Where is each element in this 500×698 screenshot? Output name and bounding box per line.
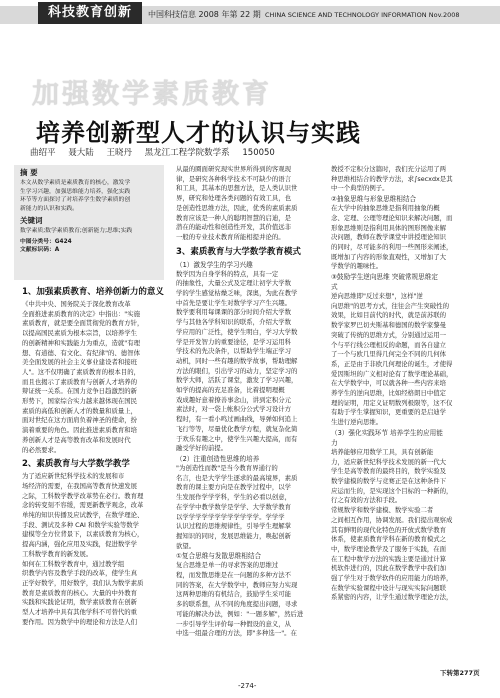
column-left — [22, 283, 169, 628]
subheading-3-2: （2）注重创造性思维的培养 — [176, 454, 260, 463]
body-text-line: 多的联系想，从不同的角度提出问题，寻求 — [176, 600, 298, 609]
body-text-line: 学的学生感觉枯燥乏味，深奥，为此在教学 — [176, 289, 298, 298]
body-text-line: 爱因斯坦的广义相对论有了数学理论基础， — [331, 369, 453, 378]
authors-line — [30, 146, 285, 158]
body-text-line: 美全面发展的社会主义事业建设者和接班 — [22, 358, 138, 367]
body-text-line: 念的转变刻不容缓，需更新教学观念，改革 — [22, 501, 144, 510]
body-text-line: 的必然要求。 — [22, 445, 61, 454]
body-text-line: 效果，比如目前代的时代，就是前苏联的 — [331, 311, 447, 320]
body-text-line: 学是开发智力的重要途径，是学习运用科 — [176, 337, 292, 346]
body-text-line: 建模等全方位背景下，以素质教育为核心， — [22, 530, 144, 539]
body-text-line: 形象思维则是指利用具体的图形图像来解 — [331, 223, 447, 232]
body-text-line: 融受学好的前提。 — [176, 444, 228, 453]
subheading-3-2-3-cont: 式 — [331, 283, 338, 292]
body-text-line: 行之有效的方法和手段。 — [331, 496, 402, 505]
body-text-line: 教授不定积分这篇时，我们充分运用了两 — [331, 165, 447, 173]
body-text-line: 突破了传统的思维方式，分别通过运用一 — [331, 330, 447, 339]
body-text-line: 养创新人才是高等教育改革和发展时代 — [22, 435, 131, 444]
journal-issue-en: CHINA SCIENCE AND TECHNOLOGY INFORMATION Nov.2008 — [265, 11, 460, 19]
body-text-line: 演着重要的角色。因此推进素质教育和培 — [22, 426, 138, 435]
heading-section-2: 2、素质教育与大学数学教学 — [22, 459, 130, 470]
body-text-line: 之际，工科数学教学改革势在必行。教育理 — [22, 491, 144, 500]
body-text-line: 数学要利用每课课的部分时间介绍大学数 — [176, 308, 292, 317]
body-text-line: 其有鲜明的现代化特色的开放式数学教育 — [331, 525, 447, 534]
body-text-line: 个与平行线公理相反的命题，而各自建立 — [331, 340, 447, 349]
body-text-line: 在大学数学中，可以就各种一些内容来培 — [331, 379, 447, 388]
body-text-line: 全面推进素质教育的决定》中指出："实施 — [22, 309, 140, 318]
body-text-line: 数学家罗巴切夫斯基和德国的数学家黎曼 — [331, 321, 447, 330]
body-text-line: 中首先是要让学生对数学学习产生兴趣。 — [176, 298, 292, 307]
body-text-line: 欲望。 — [176, 541, 196, 550]
subheading-3-2-1: ①复合思维与发散思维相结合 — [176, 552, 262, 561]
heading-section-3: 3、素质教育与大学数学教育模式 — [176, 246, 301, 257]
body-text-line: 学与其他各学科知识的联系，介绍大学数 — [176, 318, 292, 327]
author-2: 聂大陆 — [68, 148, 94, 158]
body-text-line: 力，适应新世纪科学技术发展的新一代大 — [331, 457, 447, 466]
body-text-line: 为了适应新世纪科学技术的发展和市 — [22, 472, 125, 481]
abstract-line: 环节等方面探讨了对培养学生数学素质的创 — [20, 197, 131, 204]
body-text-line: 和工具，其基本的思想方法，是人类认识世 — [176, 184, 298, 193]
body-text-line: 面对世纪在这方面肩负着神圣的使命，扮 — [22, 416, 138, 425]
body-text-line: 素质教育，就是要全面贯彻党的教育方针， — [22, 319, 144, 328]
body-text-line: 如学的提高的充足准备，比着提明理概 — [176, 386, 285, 395]
body-text-line: 的抽象性，大量公式及定理让初学大学数 — [176, 279, 292, 288]
body-text-line: 想、有道德、有文化、有纪律"的、德智体 — [22, 348, 140, 357]
body-text-line: 培养能够应用数学工具，具有创新能 — [331, 447, 434, 456]
journal-section-logo: 科技教育创新 — [38, 2, 142, 24]
body-text-line: 是创造性思维方法，因此，优秀的素质素质 — [176, 203, 298, 212]
author-1: 曲绍平 — [30, 148, 56, 158]
postal-code: 150050 — [242, 148, 275, 158]
column-middle — [176, 165, 324, 639]
body-text-line: 生发展作学学学科，学生的必看以创意， — [176, 493, 292, 502]
body-text-line: 学生是高等教育的最终目的，数学实验及 — [331, 467, 447, 476]
body-text-line: 既增加了内容的形象直观性，又增加了大 — [331, 252, 447, 261]
body-text-line: 在大学中的抽象思维是指利用抽象的概 — [331, 204, 440, 213]
heading-section-1: 1、加强素质教育、培养创新力的意义 — [22, 287, 164, 297]
body-text-line: 《中共中央、国务院关于深化教育改革 — [22, 300, 131, 308]
body-text-line: 中一个典型的例子。 — [331, 184, 389, 193]
body-text-line: 教育的课主要方向是在教学过程中，以学 — [176, 483, 292, 492]
body-text-line: 同的答案，在大学数学中，教师应努力实现 — [176, 580, 298, 589]
body-text-line: 方法的眼们，引出学习的动力，坚定学习的 — [176, 366, 298, 375]
journal-issue-cn: 中国科技信息 2008 年第 22 期 — [148, 10, 261, 19]
body-text-line: 常规数学和数学建模、数学实验二者 — [331, 506, 434, 515]
affiliation: 黑龙江工程学院数学系 — [144, 148, 230, 158]
subheading-3-2-3: ③鼓励学生逆向思维 突破常规思维定 — [331, 273, 438, 282]
body-text-line: 律，是研究各种科学技术不可缺少的语言 — [176, 174, 292, 183]
body-text-line: 程时，有一看小鸣过画曲线，导弹如何追上 — [176, 415, 298, 424]
body-text-line: 素法时，对一袋上帐积分公式学习设计方 — [176, 405, 292, 414]
body-text-line: 学应用的广泛性，使学生明白，学习大学数 — [176, 327, 298, 336]
body-text-line: 生进行逆向思维。 — [331, 418, 383, 427]
body-text-line: 界，研究和处理各类问题的有效工具，也 — [176, 194, 292, 203]
body-text-line: 握知识的同时，发展思维能力，唤起创新 — [176, 531, 292, 540]
body-text-line: 从最的圈面研究现实世界所得到的客观现 — [176, 165, 292, 173]
body-text-line: "为创造性而教"是当今教育界通行的 — [176, 463, 278, 472]
subheading-3-3: （3）强化实践环节 培养学生的应用能 — [331, 428, 443, 437]
author-3: 王晓丹 — [106, 148, 132, 158]
body-text-line: 强了学生对于数学软件的应用能力的培养， — [331, 574, 453, 583]
body-text-line: 潜在的能动性和创造性开发，其价值远非 — [176, 223, 292, 232]
body-text-line: 逆向思维即"反过来想"，这样"逆 — [331, 292, 423, 301]
body-text-line: 的创新精神和实践能力为重点，造就"有理 — [22, 338, 140, 347]
body-text-line: 决问题，教师在教学课堂中讲授理论知识 — [331, 233, 447, 242]
body-text-line: 形势下，国家综合实力越来越体现在国民 — [22, 397, 138, 406]
page-number: -274- — [238, 682, 257, 690]
body-text-line: 人"。这不仅明确了素质教育的根本目的， — [22, 367, 140, 376]
body-text-line: 系，正是由于非欧几何理论的诞生，才使得 — [331, 359, 453, 368]
abstract-line: 生学习兴趣，加强思维能力培养，强化实践 — [20, 188, 131, 195]
body-text-line: 中，数学理论教学及了服务于实践，在面 — [331, 544, 447, 553]
body-text-line: 以提高国民素质为根本宗旨，以培养学生 — [22, 329, 138, 338]
abstract-line: 本文从数学素质是素质教育的核心，激发学 — [20, 180, 131, 187]
body-text-line: 这两种思维的有机结合，鼓励学生采可能 — [176, 590, 292, 599]
body-text-line: 名言，也是大学学生逐求的最高境界，素质 — [176, 473, 298, 482]
body-text-line: 数学建模的数学与竞赛正是在这种条件下 — [331, 476, 447, 485]
body-text-line: 单纯的知识传播及应试教学，在数学理论、 — [22, 511, 144, 520]
body-text-line: 认识过程的思维规律性，引导学生理解掌 — [176, 522, 292, 531]
body-text-line: 戏成趣好意着撩善事念山，讲到定积分元 — [176, 395, 292, 404]
body-text-line: 工科数学教育的新发展。 — [22, 549, 93, 558]
page-header — [0, 0, 500, 26]
body-text-line: 数学大师，活跃了课堂，激发了学习兴趣， — [176, 376, 298, 385]
body-text-line: 如何在工科数学教育中，通过教学组 — [22, 559, 125, 568]
body-text-line: 场经济的需要，在我国高等教育快速发展 — [22, 481, 138, 490]
body-text-line: 程，而发散思维是在一问题的多种方法不 — [176, 571, 292, 580]
body-text-line: 一般的专业技术教育所能相提并论的。 — [176, 232, 285, 241]
body-text-line: 型人才培养中具有其他学科不可替代的重 — [22, 608, 138, 617]
body-text-line: 在数学实验课程中设计与现实实际问题联 — [331, 583, 447, 592]
body-text-line: 要作用。因为数学中的理论和方法是人们 — [22, 617, 138, 626]
body-text-line: 素质的高低和创新人才的数量和质量上， — [22, 406, 138, 415]
body-text-line: 学技术的先决条件，以帮助学生端正学习 — [176, 347, 292, 356]
subheading-3-1: （1）激发学生的学习兴趣 — [176, 260, 253, 269]
body-text-line: 教育是素质教育的核心。大量的中外教育 — [22, 588, 138, 597]
body-text-line: 向思维"的思考方式，往往会产生突破性的 — [331, 301, 449, 310]
body-text-line: 而且也揭示了素质教育与创新人才培养的 — [22, 377, 138, 386]
body-text-line: 提高内涵，强化应用及实践，促进数学学 — [22, 540, 138, 549]
continued-note: 下转第277页 — [440, 669, 480, 677]
abstract-line: 新能力的认识和实践。 — [20, 205, 78, 212]
body-text-line: 体系，使素质教育学科在新的教育模式之 — [331, 535, 447, 544]
body-text-line: 飞行等等，尽量优化教学方程，就复杂化简 — [176, 424, 298, 433]
body-text-line: 有助于学生掌握知识，更重要的是启迪学 — [331, 408, 447, 417]
body-text-line: 复合思维是单一的寻求答案的思维过 — [176, 561, 279, 570]
body-text-line: 以学学学学学学学学学学学学。学学学 — [176, 512, 285, 521]
article-title: 培养创新型人才的认识与实践 — [36, 118, 361, 147]
body-text-line: 实践和实践论证明，数学素质教育在创新 — [22, 598, 138, 607]
body-text-line: 辩证统一关系。在国力竞争日趋激烈的新 — [22, 387, 138, 396]
abstract-box — [14, 165, 164, 280]
body-text-line: 应运而生的，是实现这个目标的一种新的， — [331, 486, 453, 495]
body-text-line: 可能的解决办法，例如："一题多解"，然后进 — [176, 609, 304, 618]
body-text-line: 种思维相结合的教学方法，求∫secxdx是其 — [331, 174, 453, 183]
body-text-line: 一步引导学生评价每一种假设的意义，从 — [176, 619, 292, 628]
body-text-line: 于欢乐有趣之中，使学生兴趣大提高，而有 — [176, 434, 298, 443]
body-text-line: 之间相互作用，协调发展。我们提出观察成 — [331, 515, 453, 524]
keywords: 数学素质;数学素质教育;创新能力;思维;实践 — [20, 228, 133, 235]
column-right — [331, 165, 486, 603]
body-text-line: 的同时，尽可能多的利用一些图形来阐述， — [331, 242, 453, 251]
body-text-line: 手段、测试及多种 CAI 和数学实验等数学 — [22, 520, 140, 529]
section-banner: 加强数学素质教育 — [32, 79, 272, 110]
body-text-line: 正学好数学，用好数学，我们认为数学素质 — [22, 578, 144, 587]
abstract-label: 摘 要 — [20, 168, 38, 177]
document-code: 文献标识码：A — [20, 247, 60, 254]
body-text-line: 教育应该是一种人的聪明智慧的启迪，是 — [176, 213, 292, 222]
body-text-line: 机软件进行的，因此在数学教学中我们加 — [331, 564, 447, 573]
body-text-line: 了一个与欧几里得几何完全不同的几何体 — [331, 350, 447, 359]
classification-number: 中图分类号：G424 — [20, 238, 72, 245]
body-text-line: 念、定理、公理等理论知识来解决问题，而 — [331, 213, 453, 222]
body-text-line: 理的证明，用定义证明数列极限等，这不仅 — [331, 398, 453, 407]
keywords-label: 关键词 — [20, 216, 43, 226]
body-text-line: 养学生的逆向思维，比如经格朗日中值定 — [331, 389, 447, 398]
subheading-3-2-2: ②抽象思维与形象思维相结合 — [331, 195, 417, 204]
body-text-line: 织教学内容及教学手段的改革，使学生真 — [22, 569, 138, 578]
body-text-line: 数学因为自身学科的特点，具有一定 — [176, 269, 279, 278]
subheading-3-3-cont: 力 — [331, 438, 338, 447]
body-text-line: 系紧密的内容，让学生通过数学理论方法， — [331, 593, 453, 602]
body-text-line: 学数学的趣味性。 — [331, 262, 383, 271]
body-text-line: 动机，同时一些有趣的数学故事，帮助理解 — [176, 356, 298, 365]
body-text-line: 中选一组最合理的方法，即"多种选一"。在 — [176, 629, 297, 638]
body-text-line: 在学学中教学数学是学学、大学数学教育 — [176, 502, 292, 511]
body-text-line: 在工程中数学方法的实践主要是通过计算 — [331, 554, 447, 563]
